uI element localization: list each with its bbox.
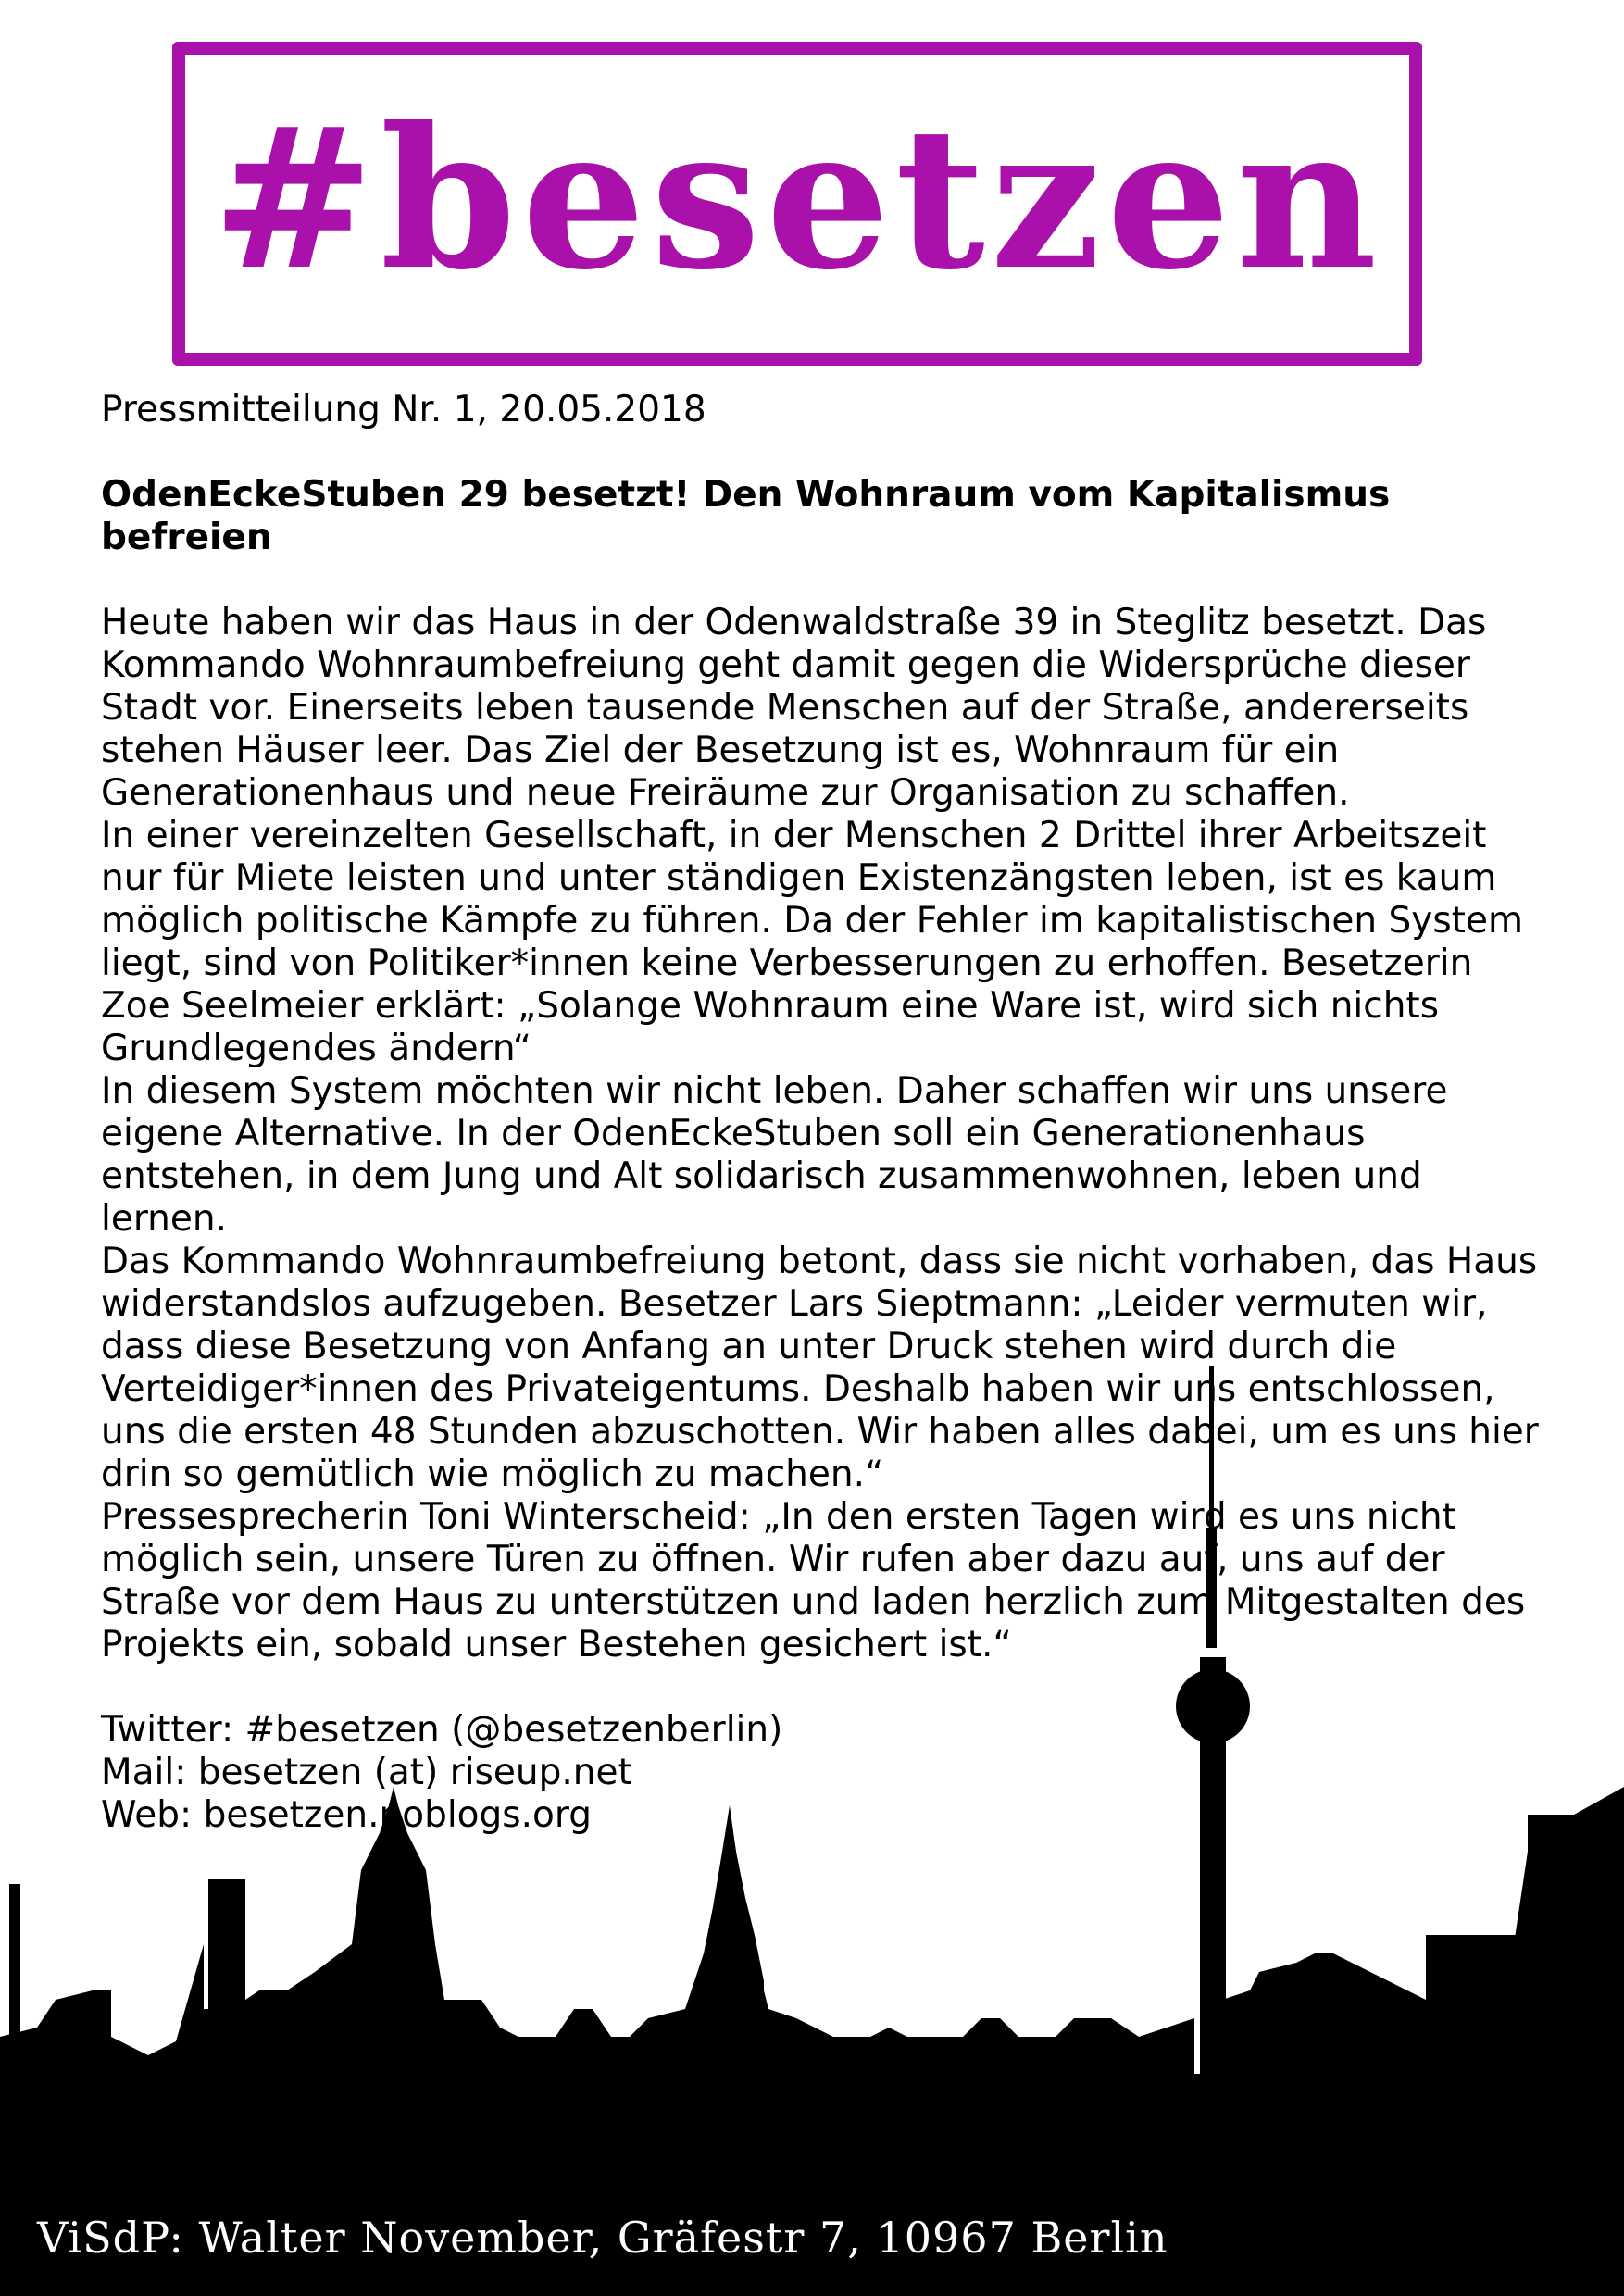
press-release-number: Pressmitteilung Nr. 1, 20.05.2018 [101,389,706,430]
press-release-body [101,602,1545,1666]
besetzen-logo [172,42,1422,366]
body-paragraph: Das Kommando Wohnraumbefreiung betont, dass sie nicht vorhaben, das Haus widerstandslos aufzugeben. Besetzer Lars Sieptmann: „Leider vermuten wir, dass diese Besetzung von Anfang an unter Druck stehen wird durch die Verteidiger*innen des Privateigentums. Deshalb haben wir uns entschlossen, uns die ersten 48 Stunden abzuschotten. Wir haben alles dabei, um es uns hier drin so gemütlich wie möglich zu machen.“ [101,1241,1539,1495]
body-paragraph: In diesem System möchten wir nicht leben. Daher schaffen wir uns unsere eigene Alternative. In der OdenEckeStuben soll ein Generationenhaus entstehen, in dem Jung und Alt solidarisch zusammenwohnen, leben und lernen. [101,1070,1448,1240]
contact-web: Web: besetzen.noblogs.org [101,1794,592,1836]
contact-twitter: Twitter: #besetzen (@besetzenberlin) [101,1709,783,1751]
press-release-headline: OdenEckeStuben 29 besetzt! Den Wohnraum vom Kapitalismus befreien [101,474,1391,558]
imprint-footer: ViSdP: Walter November, Gräfestr 7, 10967 Berlin [37,2213,1168,2263]
body-paragraph: Pressesprecherin Toni Winterscheid: „In den ersten Tagen wird es uns nicht möglich sein, unsere Türen zu öffnen. Wir rufen aber dazu auf, uns auf der Straße vor dem Haus zu unterstützen und laden herzlich zum Mitgestalten des Projekts ein, sobald unser Bestehen gesichert ist.“ [101,1496,1526,1666]
logo-text: #besetzen [211,84,1383,313]
contact-info [101,1709,1545,1837]
body-paragraph: In einer vereinzelten Gesellschaft, in der Menschen 2 Drittel ihrer Arbeitszeit nur für Miete leisten und unter ständigen Existenzängsten leben, ist es kaum möglich politische Kämpfe zu führen. Da der Fehler im kapitalistischen System liegt, sind von Politiker*innen keine Verbesserungen zu erhoffen. Besetzerin Zoe Seelmeier erklärt: „Solange Wohnraum eine Ware ist, wird sich nichts Grundlegendes ändern“ [101,815,1523,1069]
contact-mail: Mail: besetzen (at) riseup.net [101,1752,632,1793]
body-paragraph: Heute haben wir das Haus in der Odenwaldstraße 39 in Steglitz besetzt. Das Kommando Wohnraumbefreiung geht damit gegen die Widersprüche dieser Stadt vor. Einerseits leben tausende Menschen auf der Straße, andererseits stehen Häuser leer. Das Ziel der Besetzung ist es, Wohnraum für ein Generationenhaus und neue Freiräume zur Organisation zu schaffen. [101,602,1487,814]
press-release [101,389,1545,1837]
